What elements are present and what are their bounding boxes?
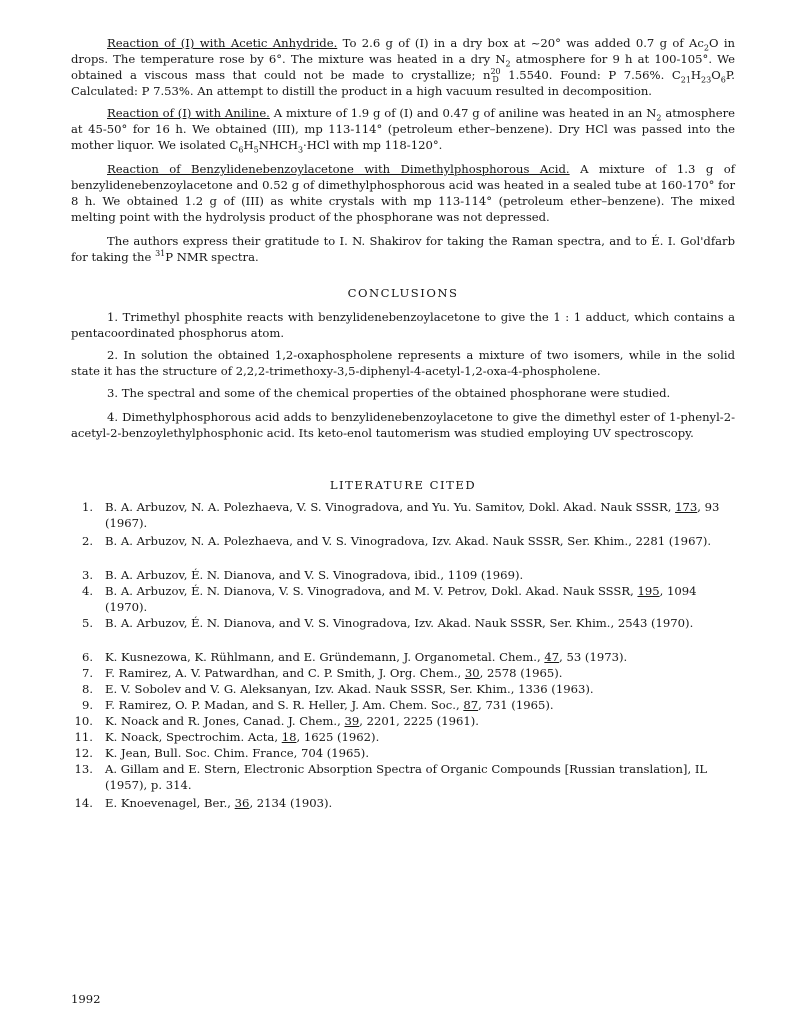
- paragraph-heading: Reaction of (I) with Acetic Anhydride.: [107, 36, 338, 50]
- page-number: 1992: [71, 992, 101, 1006]
- conclusion-item: 4. Dimethylphosphorous acid adds to benzylidenebenzoylacetone to give the dimethyl ester of 1-phenyl-2-acetyl-2-benzoylethylphosphonic acid. Its keto-enol tautomerism was studied employing UV spectroscopy.: [71, 410, 735, 440]
- paragraph-acknowledgement: The authors express their gratitude to I. N. Shakirov for taking the Raman spectra, and to É. I. Gol'dfarb for taking the $^{31}$P NMR spectra.: [71, 234, 735, 264]
- conclusion-item: 3. The spectral and some of the chemical properties of the obtained phosphorane were studied.: [107, 386, 671, 400]
- document-page: Reaction of (I) with Acetic Anhydride. To 2.6 g of (I) in a dry box at ~20° was added 0.7 g of $Ac_2O$ in drops. The temperature rose by 6°. The mixture was heated in a dry $N_2$ atmosphere for 9 h at 100-105°. We obtained a viscous mass that could not be made to crystallize; n 20 D 1.5540. Found: P 7.56%. $C_{21}H_{23}O_6P$. Calculated: P 7.53%. An attempt to distill the product in a high vacuum resulted in decomposition. Reaction of (I) with Aniline. A mixture of 1.9 g of (I) and 0.47 g of aniline was heated in an $N_2$ atmosphere at 45-50° for 16 h. We obtained (III), mp 113-114° (petroleum ether–benzene). Dry HCl was passed into the mother liquor. We isolated $C_6H_5NHCH_3\cdot HCl$ with mp 118-120°. Reaction of Benzylidenebenzoylacetone with Dimethylphosphorous Acid. A mixture of 1.3 g of benzylidenebenzoylacetone and 0.52 g of dimethylphosphorous acid was heated in a sealed tube at 160-170° for 8 h. We obtained 1.2 g of (III) as white crystals with mp 113-114° (petroleum ether–benzene). The mixed melting point with the hydrolysis product of the phosphorane was not depressed. The authors express their gratitude to I. N. Shakirov for taking the Raman spectra, and to É. I. Gol'dfarb for taking the $^{31}$P NMR spectra. CONCLUSIONS 1. Trimethyl phosphite reacts with benzylidenebenzoylacetone to give the 1 : 1 adduct, which contains a pentacoordinated phosphorus atom. 2. In solution the obtained 1,2-oxaphospholene represents a mixture of two isomers, while in the solid state it has the structure of 2,2,2-trimethoxy-3,5-diphenyl-4-acetyl-1,2-oxa-4-phospholene. 3. The spectral and some of the chemical properties of the obtained phosphorane were studied. 4. Dimethylphosphorous acid adds to benzylidenebenzoylacetone to give the dimethyl ester of 1-phenyl-2-acetyl-2-benzoylethylphosphonic acid. Its keto-enol tautomerism was studied employing UV spectroscopy. LITERATURE CITED 1. B. A. Arbuzov, N. A. Polezhaeva, V. S. Vinogradova, and Yu. Yu. Samitov, Dokl. Akad. Nauk SSSR, 173, 93 (1967). 2. B. A. Arbuzov, N. A. Polezhaeva, and V. S. Vinogradova, Izv. Akad. Nauk SSSR, Ser. Khim., 2281 (1967). 3. B. A. Arbuzov, É. N. Dianova, and V. S. Vinogradova, ibid., 1109 (1969). 4. B. A. Arbuzov, É. N. Dianova, V. S. Vinogradova, and M. V. Petrov, Dokl. Akad. Nauk SSSR, 195, 1094 (1970). 5. B. A. Arbuzov, É. N. Dianova, and V. S. Vinogradova, Izv. Akad. Nauk SSSR, Ser. Khim., 2543 (1970). 6. K. Kusnezowa, K. Rühlmann, and E. Gründemann, J. Organometal. Chem., 47, 53 (1973). 7. F. Ramirez, A. V. Patwardhan, and C. P. Smith, J. Org. Chem., 30, 2578 (1965). 8. E. V. Sobolev and V. G. Aleksanyan, Izv. Akad. Nauk SSSR, Ser. Khim., 1336 (1963). 9. F. Ramirez, O. P. Madan, and S. R. Heller, J. Am. Chem. Soc., 87, 731 (1965). 10. K. Noack and R. Jones, Canad. J. Chem., 39, 2201, 2225 (1961). 11. K. Noack, Spectrochim. Acta, 18, 1625 (1962). 12. K. Jean, Bull. Soc. Chim. France, 704 (1965). 13. A. Gillam and E. Stern, Electronic Absorption Spectra of Organic Compounds [Russian translation], IL (1957), p. 314. 14. E. Knoevenagel, Ber., 36, 2134 (1903). 1992: [71, 36, 736, 1006]
- conclusion-item: 2. In solution the obtained 1,2-oxaphospholene represents a mixture of two isomers, while in the solid state it has the structure of 2,2,2-trimethoxy-3,5-diphenyl-4-acetyl-1,2-oxa-4-phospholene.: [71, 348, 735, 378]
- paragraph-acetic-anhydride: Reaction of (I) with Acetic Anhydride. To 2.6 g of (I) in a dry box at ~20° was added 0.7 g of $Ac_2O$ in drops. The temperature rose by 6°. The mixture was heated in a dry $N_2$ atmosphere for 9 h at 100-105°. We obtained a viscous mass that could not be made to crystallize; n 20 D 1.5540. Found: P 7.56%. $C_{21}H_{23}O_6P$. Calculated: P 7.53%. An attempt to distill the product in a high vacuum resulted in decomposition.: [71, 36, 735, 98]
- literature-heading: LITERATURE CITED: [329, 478, 477, 492]
- paragraph-heading: Reaction of (I) with Aniline.: [107, 106, 270, 120]
- conclusion-item: 1. Trimethyl phosphite reacts with benzylidenebenzoylacetone to give the 1 : 1 adduct, which contains a pentacoordinated phosphorus atom.: [71, 310, 735, 340]
- conclusions-heading: CONCLUSIONS: [347, 286, 459, 300]
- paragraph-aniline: Reaction of (I) with Aniline. A mixture of 1.9 g of (I) and 0.47 g of aniline was heated in an $N_2$ atmosphere at 45-50° for 16 h. We obtained (III), mp 113-114° (petroleum ether–benzene). Dry HCl was passed into the mother liquor. We isolated $C_6H_5NHCH_3\cdot HCl$ with mp 118-120°.: [71, 106, 736, 155]
- paragraph-heading: Reaction of Benzylidenebenzoylacetone with Dimethylphosphorous Acid.: [107, 162, 570, 176]
- paragraph-benzylidene: Reaction of Benzylidenebenzoylacetone with Dimethylphosphorous Acid. A mixture of 1.3 g of benzylidenebenzoylacetone and 0.52 g of dimethylphosphorous acid was heated in a sealed tube at 160-170° for 8 h. We obtained 1.2 g of (III) as white crystals with mp 113-114° (petroleum ether–benzene). The mixed melting point with the hydrolysis product of the phosphorane was not depressed.: [71, 162, 735, 224]
